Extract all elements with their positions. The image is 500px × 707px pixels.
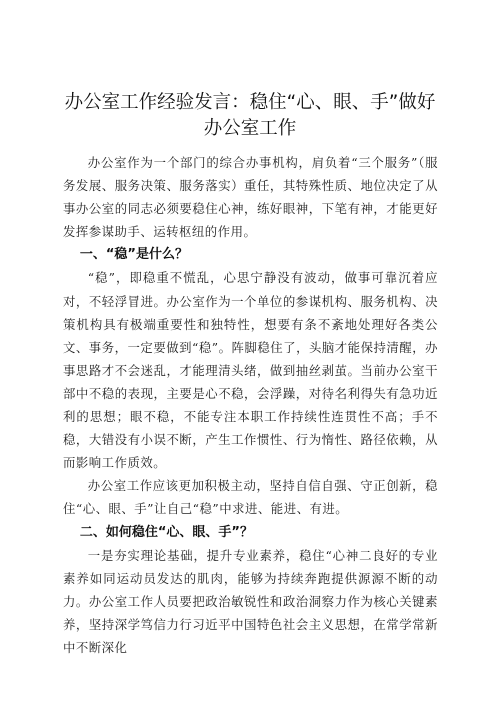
paragraph-proactive-work: 办公室工作应该更加积极主动，坚持自信自强、守正创新，稳住“心、眼、手”让自己“稳”中求进、能进、有进。 — [63, 478, 438, 517]
document-body — [63, 151, 438, 659]
section-heading-1: 一、“稳”是什么？ — [79, 247, 188, 263]
title-line-2: 办公室工作 — [203, 118, 297, 139]
title-line-1: 办公室工作经验发言：稳住“心、眼、手”做好 — [64, 92, 436, 113]
paragraph-intro: 办公室作为一个部门的综合办事机构，肩负着“三个服务”（服务发展、服务决策、服务落实）重任，其特殊性质、地位决定了从事办公室的同志必须要稳住心神，练好眼神，下笔有神，才能更好发挥参谋助手、运转枢纽的作用。 — [63, 155, 438, 240]
section-heading-2: 二、如何稳住“心、眼、手”？ — [79, 524, 253, 540]
paragraph-theory-foundation: 一是夯实理论基础，提升专业素养，稳住“心神二良好的专业素养如同运动员发达的肌肉，能够为持续奔跑提供源源不断的动力。办公室工作人员要把政治敏锐性和政治洞察力作为核心关键素养，坚持深学笃信力行习近平中国特色社会主义思想，在常学常新中不断深化 — [63, 547, 438, 655]
paragraph-stability-definition: “稳”，即稳重不慌乱，心思宁静没有波动，做事可靠沉着应对，不轻浮冒进。办公室作为一个单位的参谋机构、服务机构、决策机构具有极端重要性和独特性，想要有条不紊地处理好各类公文、事务，一定要做到“稳”。阵脚稳住了，头脑才能保持清醒，办事思路才不会迷乱，才能理清头绪，做到抽丝剥茧。当前办公室干部中不稳的表现，主要是心不稳，会浮躁，对待名利得失有急功近利的思想；眼不稳，不能专注本职工作持续性连贯性不高；手不稳，大错没有小误不断，产生工作惯性、行为惰性、路径依赖，从而影响工作质效。 — [63, 270, 438, 471]
document-title — [40, 90, 460, 142]
